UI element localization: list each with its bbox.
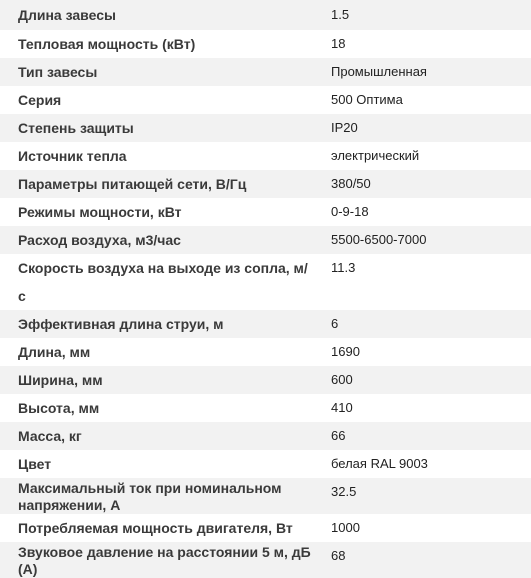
spec-label: Серия bbox=[18, 92, 62, 108]
spec-label: Высота, мм bbox=[18, 400, 100, 416]
spec-row-width bbox=[0, 366, 531, 394]
spec-value: 0-9-18 bbox=[331, 204, 369, 219]
spec-value: 500 Оптима bbox=[331, 92, 403, 107]
spec-row-motor-power bbox=[0, 514, 531, 542]
spec-value: 1.5 bbox=[331, 7, 350, 22]
spec-label: Скорость воздуха на выходе из сопла, м/с bbox=[18, 260, 308, 304]
spec-value: 5500-6500-7000 bbox=[331, 232, 427, 247]
spec-value: IP20 bbox=[331, 120, 358, 135]
spec-value: белая RAL 9003 bbox=[331, 456, 428, 471]
spec-value: 1000 bbox=[331, 520, 360, 535]
spec-label: Максимальный ток при номинальном напряжении, А bbox=[18, 480, 282, 513]
spec-value: 1690 bbox=[331, 344, 360, 359]
spec-label: Масса, кг bbox=[18, 428, 82, 444]
spec-label: Длина, мм bbox=[18, 344, 91, 360]
spec-label: Режимы мощности, кВт bbox=[18, 204, 182, 220]
spec-value: 380/50 bbox=[331, 176, 371, 191]
spec-value: Промышленная bbox=[331, 64, 427, 79]
spec-value: 18 bbox=[331, 36, 346, 51]
spec-row-weight bbox=[0, 422, 531, 450]
spec-label: Расход воздуха, м3/час bbox=[18, 232, 181, 248]
spec-label: Потребляемая мощность двигателя, Вт bbox=[18, 520, 293, 536]
spec-row-protection bbox=[0, 114, 531, 142]
spec-row-series bbox=[0, 86, 531, 114]
spec-label: Источник тепла bbox=[18, 148, 127, 164]
spec-value: 32.5 bbox=[331, 484, 357, 499]
spec-row-heat-power bbox=[0, 30, 531, 58]
spec-row-jet-length bbox=[0, 310, 531, 338]
spec-label: Цвет bbox=[18, 456, 52, 472]
spec-row-power-supply bbox=[0, 170, 531, 198]
spec-row-airflow bbox=[0, 226, 531, 254]
spec-label: Звуковое давление на расстоянии 5 м, дБ (А) bbox=[18, 544, 311, 577]
spec-label: Длина завесы bbox=[18, 7, 116, 23]
spec-row-color bbox=[0, 450, 531, 478]
spec-row-power-modes bbox=[0, 198, 531, 226]
spec-row-sound-pressure bbox=[0, 542, 531, 578]
spec-label: Ширина, мм bbox=[18, 372, 103, 388]
spec-value: 68 bbox=[331, 548, 346, 563]
spec-row-curtain-type bbox=[0, 58, 531, 86]
spec-label: Тип завесы bbox=[18, 64, 98, 80]
spec-row-air-speed bbox=[0, 254, 531, 310]
spec-row-height bbox=[0, 394, 531, 422]
spec-label: Эффективная длина струи, м bbox=[18, 316, 224, 332]
spec-row-curtain-length bbox=[0, 0, 531, 30]
spec-label: Параметры питающей сети, В/Гц bbox=[18, 176, 247, 192]
spec-label: Тепловая мощность (кВт) bbox=[18, 36, 196, 52]
spec-value: 600 bbox=[331, 372, 353, 387]
spec-value: 11.3 bbox=[331, 260, 356, 275]
spec-row-max-current bbox=[0, 478, 531, 514]
spec-value: электрический bbox=[331, 148, 420, 163]
spec-label: Степень защиты bbox=[18, 120, 134, 136]
spec-value: 66 bbox=[331, 428, 346, 443]
spec-row-heat-source bbox=[0, 142, 531, 170]
spec-value: 6 bbox=[331, 316, 339, 331]
spec-value: 410 bbox=[331, 400, 353, 415]
spec-row-length bbox=[0, 338, 531, 366]
